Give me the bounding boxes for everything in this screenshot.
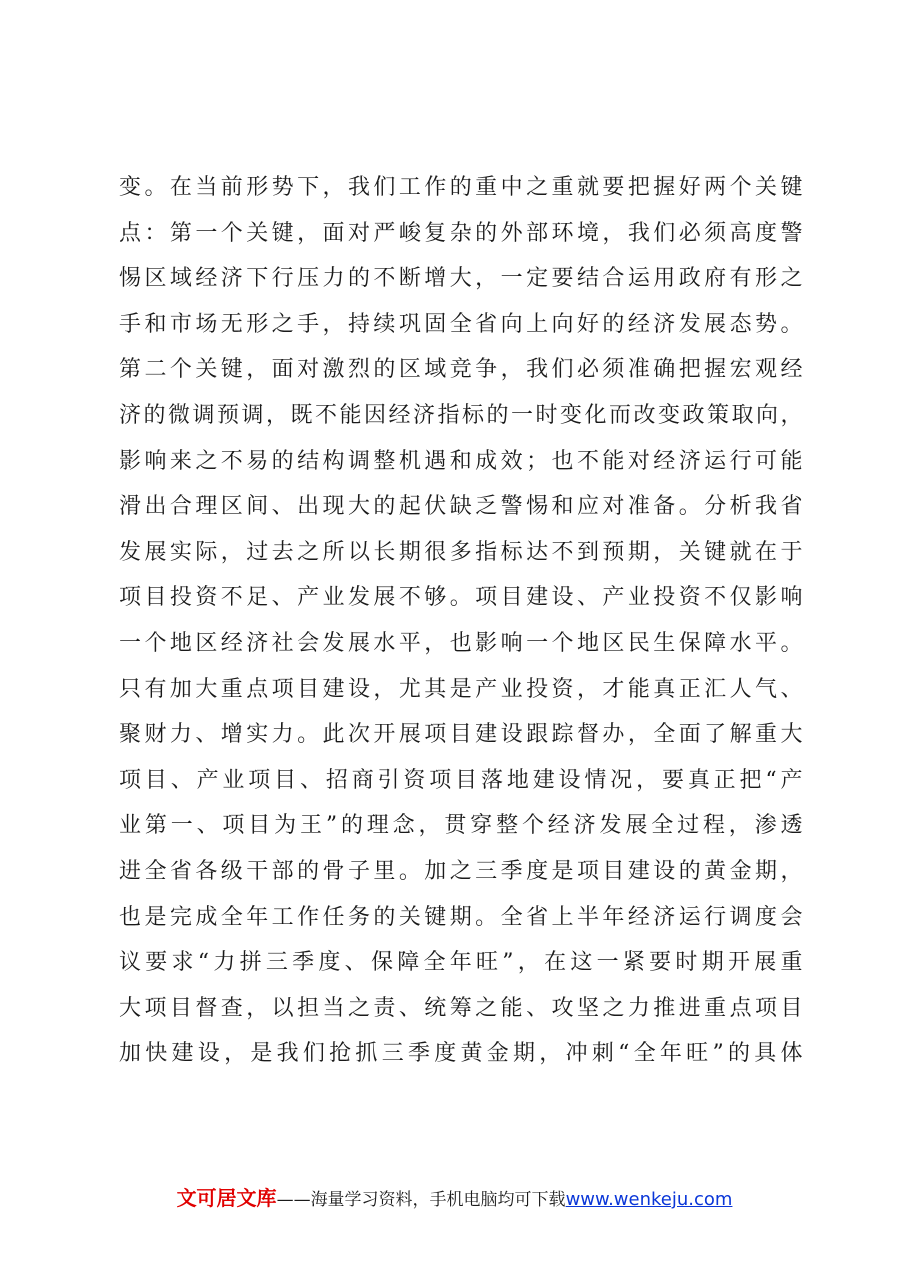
text-line: 进全省各级干部的骨子里。加之三季度是项目建设的黄金期， xyxy=(119,858,803,884)
text-line: 滑出合理区间、出现大的起伏缺乏警惕和应对准备。分析我省 xyxy=(119,494,803,520)
text-line: 聚财力、增实力。此次开展项目建设跟踪督办，全面了解重大 xyxy=(119,722,803,748)
text-line: 加快建设，是我们抢抓三季度黄金期，冲刺“全年旺”的具体 xyxy=(119,1041,803,1067)
footer-tagline: ——海量学习资料，手机电脑均可下载 xyxy=(276,1190,566,1210)
text-line: 项目、产业项目、招商引资项目落地建设情况，要真正把“产 xyxy=(119,767,803,793)
footer-website-link[interactable]: www.wenkeju.com xyxy=(565,1189,733,1210)
text-line: 一个地区经济社会发展水平，也影响一个地区民生保障水平。 xyxy=(119,630,803,656)
text-line: 惕区域经济下行压力的不断增大，一定要结合运用政府有形之 xyxy=(119,266,803,292)
body-text xyxy=(119,165,803,1077)
text-line: 手和市场无形之手，持续巩固全省向上向好的经济发展态势。 xyxy=(119,311,803,337)
text-line: 影响来之不易的结构调整机遇和成效；也不能对经济运行可能 xyxy=(119,448,803,474)
text-line: 只有加大重点项目建设，尤其是产业投资，才能真正汇人气、 xyxy=(119,676,803,702)
text-line: 变。在当前形势下，我们工作的重中之重就要把握好两个关键 xyxy=(119,175,803,200)
footer-brand: 文可居文库 xyxy=(176,1186,277,1210)
text-line: 第二个关键，面对激烈的区域竞争，我们必须准确把握宏观经 xyxy=(119,357,803,383)
text-line: 也是完成全年工作任务的关键期。全省上半年经济运行调度会 xyxy=(119,904,803,930)
text-line: 议要求“力拼三季度、保障全年旺”，在这一紧要时期开展重 xyxy=(119,950,803,976)
text-line: 项目投资不足、产业发展不够。项目建设、产业投资不仅影响 xyxy=(119,585,803,611)
page-footer xyxy=(0,1182,909,1211)
text-line: 大项目督查，以担当之责、统筹之能、攻坚之力推进重点项目 xyxy=(119,995,803,1021)
text-line: 点：第一个关键，面对严峻复杂的外部环境，我们必须高度警 xyxy=(119,220,803,246)
text-line: 济的微调预调，既不能因经济指标的一时变化而改变政策取向， xyxy=(119,402,803,428)
text-line: 业第一、项目为王”的理念，贯穿整个经济发展全过程，渗透 xyxy=(119,813,803,839)
text-line: 发展实际，过去之所以长期很多指标达不到预期，关键就在于 xyxy=(119,539,803,565)
